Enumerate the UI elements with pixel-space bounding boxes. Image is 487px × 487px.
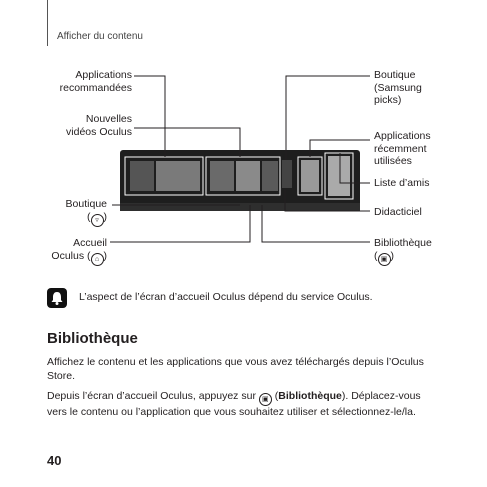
label-apps-recommended: Applications recommandées [59, 69, 132, 94]
store-bag-icon: ▿ [91, 214, 104, 227]
label-library [374, 237, 432, 266]
section-title: Bibliothèque [47, 330, 138, 347]
instructions-paren: ( [271, 390, 279, 402]
video-tile [262, 161, 278, 191]
label-library-open: ( [374, 249, 378, 262]
label-store-left [66, 198, 107, 227]
store-column [282, 160, 292, 188]
bell-note-icon [47, 288, 67, 308]
label-friends: Liste d’amis [374, 177, 430, 189]
label-recent-apps: Applications récemment utilisées [374, 130, 431, 167]
library-book-icon: ▣ [259, 393, 272, 406]
label-store-left-open: ( [87, 210, 91, 223]
page-number: 40 [47, 453, 62, 468]
label-library-line2 [374, 250, 432, 266]
paragraph-intro: Affichez le contenu et les applications que vous avez téléchargés depuis l’Oculus Store. [47, 356, 424, 382]
label-home [51, 237, 107, 266]
label-home-line2 [51, 250, 107, 266]
leader-store-right [286, 76, 370, 160]
paragraph-instructions [47, 390, 437, 420]
label-store-left-line2 [66, 211, 107, 227]
recommended-tile [156, 161, 200, 191]
screen-footer [120, 203, 360, 211]
recommended-tile [130, 161, 154, 191]
label-tutorial: Didacticiel [374, 206, 422, 218]
label-store-left-line1: Boutique [65, 198, 107, 210]
label-home-prefix: Oculus ( [51, 249, 91, 262]
label-library-close: ) [390, 249, 394, 262]
video-tile [236, 161, 260, 191]
label-home-line1: Accueil [73, 237, 107, 249]
instructions-bold: Bibliothèque [278, 390, 342, 402]
library-book-icon: ▣ [378, 253, 391, 266]
label-store-right: Boutique (Samsung picks) [374, 69, 422, 106]
instructions-after: ). Déplacez-vous vers le contenu ou l’application que vous souhaitez utiliser et sélectionnez-le/la. [47, 390, 421, 418]
home-icon: ⌂ [91, 253, 104, 266]
instructions-before: Depuis l’écran d’accueil Oculus, appuyez sur [47, 390, 259, 402]
label-home-suffix: ) [103, 249, 107, 262]
recent-app-tile [301, 160, 319, 192]
friends-list [328, 156, 350, 196]
leader-apps-recommended [134, 76, 165, 157]
label-new-videos: Nouvelles vidéos Oculus [66, 113, 132, 138]
video-tile [210, 161, 234, 191]
label-library-line1: Bibliothèque [374, 237, 432, 249]
section-header: Afficher du contenu [57, 31, 143, 42]
note-text: L’aspect de l’écran d’accueil Oculus dépend du service Oculus. [79, 291, 373, 303]
label-store-left-close: ) [103, 210, 107, 223]
